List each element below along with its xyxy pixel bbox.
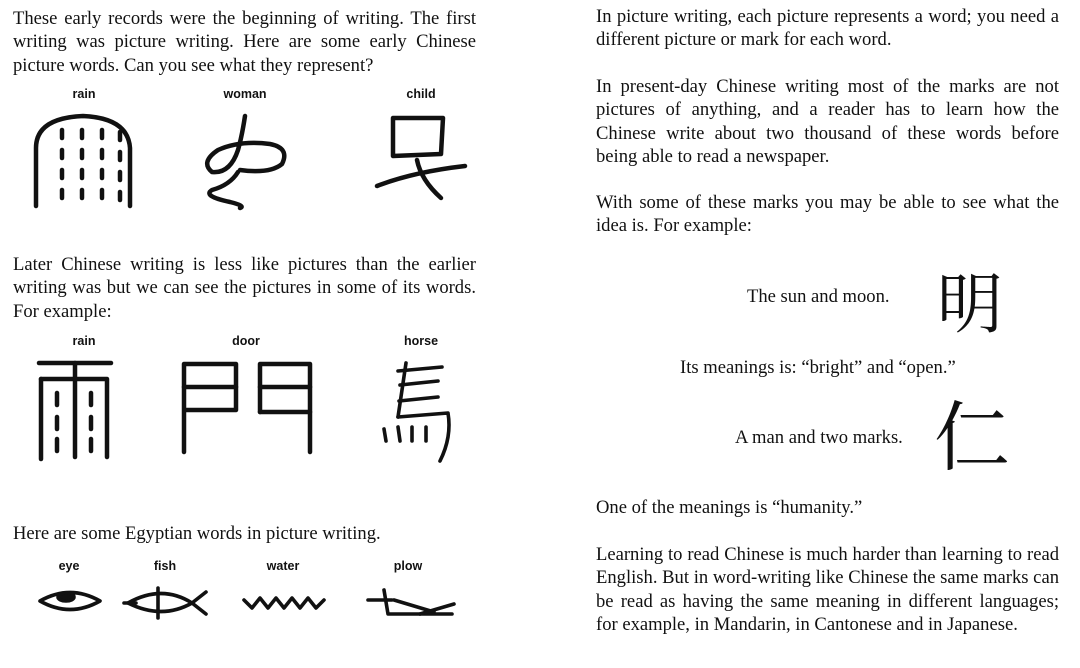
humanity-meaning: One of the meanings is “humanity.”	[596, 497, 863, 518]
sun-moon-caption: The sun and moon.	[747, 286, 890, 307]
early-rain-pictograph	[28, 108, 138, 210]
label-egypt-eye: eye	[58, 559, 80, 573]
present-day-paragraph: In present-day Chinese writing most of the marks are not pictures of anything, and a reader has to learn how the Chinese write about two thousand of these words before being able to read a newspaper.	[596, 76, 1059, 167]
label-later-rain: rain	[72, 334, 96, 348]
man-two-marks-caption: A man and two marks.	[735, 427, 903, 448]
picture-writing-paragraph: In picture writing, each picture represents a word; you need a different picture or mark for each word.	[596, 6, 1059, 51]
bright-open-meaning: Its meanings is: “bright” and “open.”	[680, 357, 956, 378]
ming-character: 明	[937, 266, 1003, 343]
early-woman-pictograph	[200, 110, 295, 210]
egypt-fish-hieroglyph	[122, 586, 210, 620]
intro-paragraph: These early records were the beginning of writing. The first writing was picture writing. Here are some early Chinese picture words. Can you see what they represent?	[13, 8, 476, 76]
later-door-character	[180, 360, 316, 456]
egypt-eye-hieroglyph	[36, 588, 104, 614]
ren-character: 仁	[934, 393, 1010, 482]
egypt-water-hieroglyph	[240, 592, 328, 614]
egypt-paragraph: Here are some Egyptian words in picture writing.	[13, 523, 381, 544]
label-later-door: door	[232, 334, 260, 348]
label-egypt-fish: fish	[153, 559, 177, 573]
examples-intro-paragraph: With some of these marks you may be able to see what the idea is. For example:	[596, 192, 1059, 237]
later-paragraph: Later Chinese writing is less like pictures than the earlier writing was but we can see the pictures in some of its words. For example:	[13, 254, 476, 322]
label-egypt-plow: plow	[393, 559, 423, 573]
egypt-plow-hieroglyph	[364, 584, 458, 618]
early-child-pictograph	[373, 110, 473, 210]
later-horse-character	[378, 357, 458, 465]
label-early-woman: woman	[223, 87, 267, 101]
label-early-rain: rain	[72, 87, 96, 101]
label-egypt-water: water	[266, 559, 300, 573]
learning-paragraph: Learning to read Chinese is much harder than learning to read English. But in word-writing like Chinese the same marks can be read as having the same meaning in different languages; for example, in Mandarin, in Cantonese and in Japanese.	[596, 544, 1059, 635]
label-later-horse: horse	[403, 334, 439, 348]
label-early-child: child	[406, 87, 436, 101]
later-rain-character	[35, 357, 115, 463]
